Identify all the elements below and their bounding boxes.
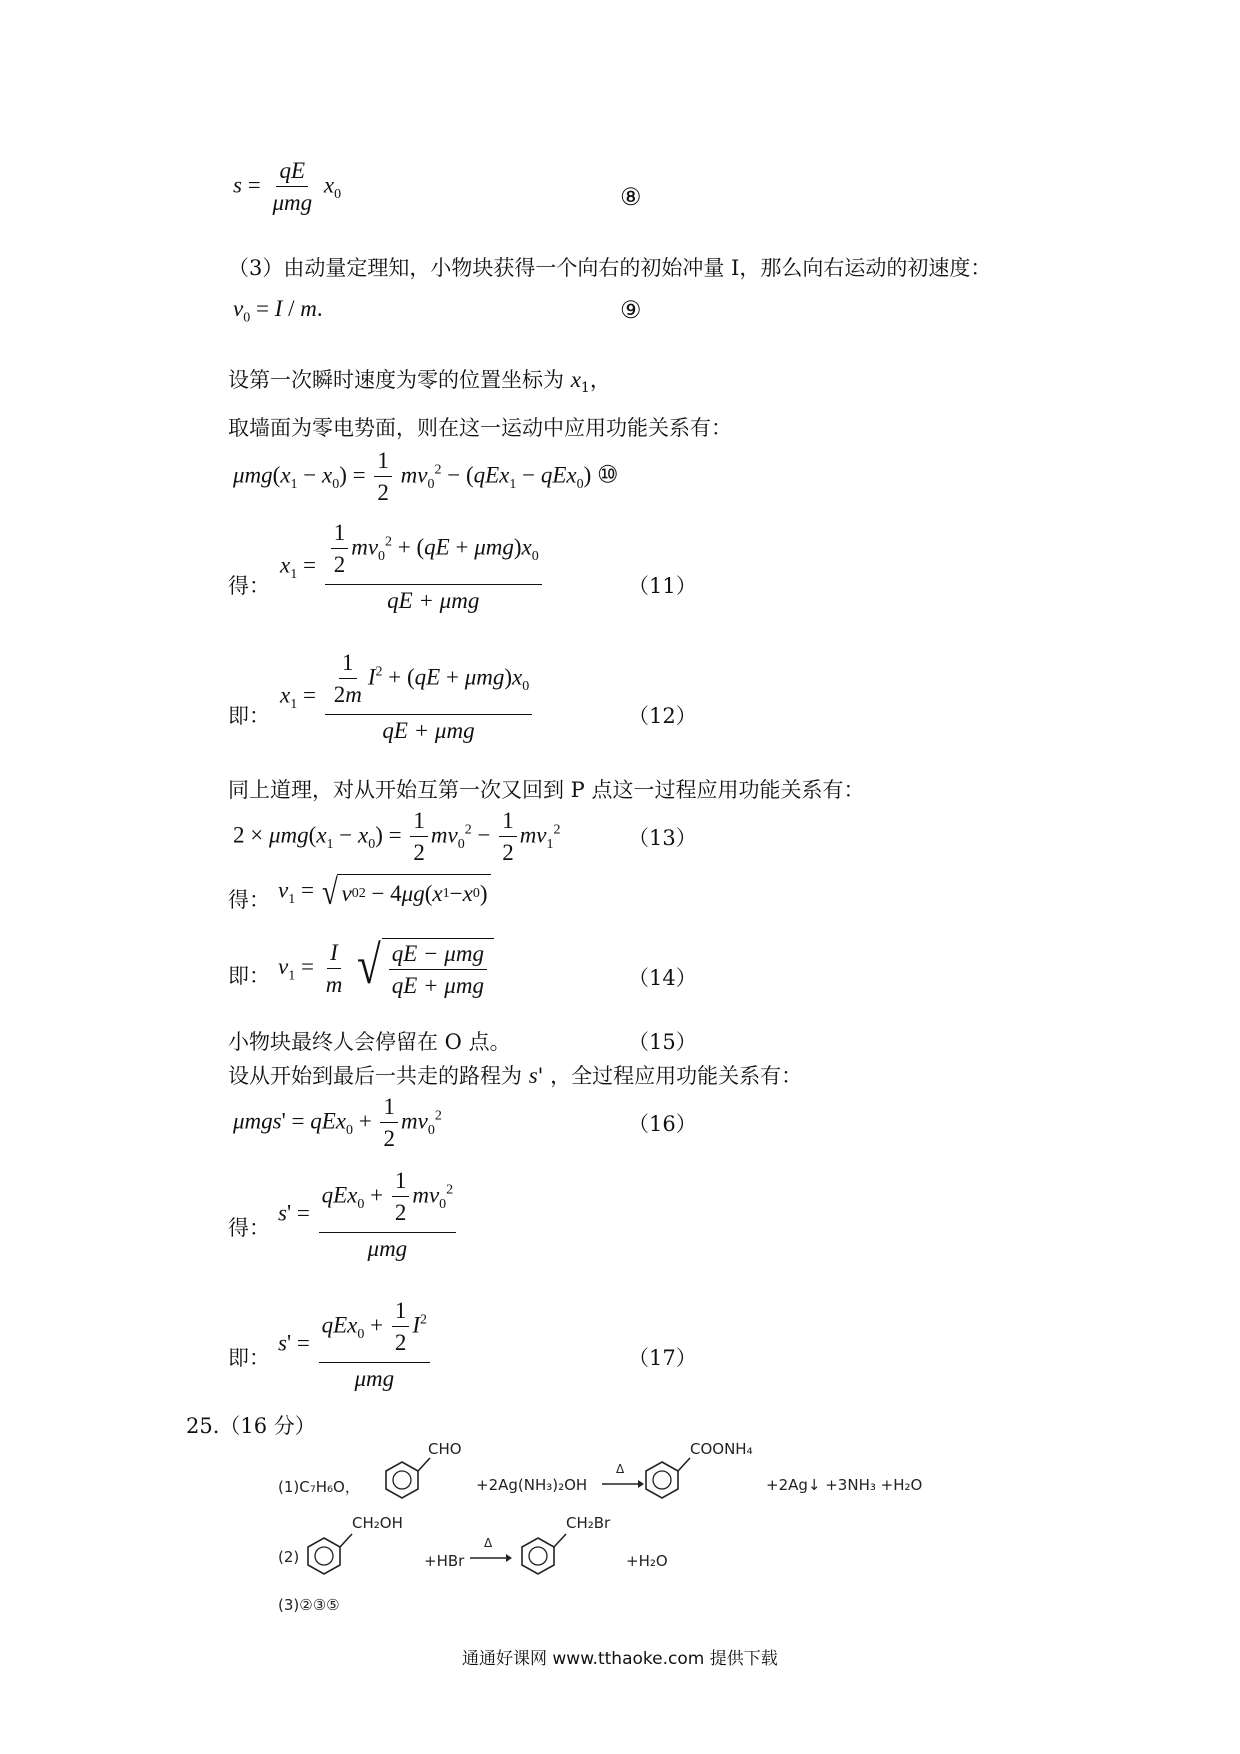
- page-footer: 通通好课网 www.tthaoke.com 提供下载: [462, 1649, 778, 1669]
- equation-13-tag: （13）: [628, 826, 697, 850]
- equation-17: s' = qEx$_0$ + $\frac{1}{2}$ $I^2$ μmg: [278, 1298, 433, 1392]
- cho-group: CHO: [428, 1440, 462, 1458]
- ch2oh-group: CH₂OH: [352, 1514, 403, 1532]
- equation-17-tag: （17）: [628, 1346, 697, 1370]
- equation-10: $\mu mg(x_1 - x_0)$ = $\frac{1}{2}$ $mv_0^2 - (qEx_1 - qEx_0)$ ⑩: [233, 448, 619, 505]
- v1-equation: $v_1$ = √ v 0 2 − 4 μg ( x 1 − x 0 ): [278, 874, 491, 910]
- equation-10-tag: ⑩: [597, 462, 619, 489]
- reagent-2: +HBr: [424, 1552, 465, 1570]
- equation-14-label: 即：: [228, 964, 270, 988]
- equation-11: $x_1$ = $\frac{1}{2}$ $mv_0^2 + (qE + \mu mg)x_0$ qE + μmg: [280, 520, 545, 614]
- equation-14-tag: （14）: [628, 966, 697, 990]
- equation-12-label: 即：: [228, 704, 270, 728]
- set-x1-label: 设第一次瞬时速度为零的位置坐标为: [228, 368, 564, 392]
- chem-line-3: (3)②③⑤: [278, 1596, 340, 1614]
- set-x1-text: 设第一次瞬时速度为零的位置坐标为 $x_1$，: [228, 367, 611, 397]
- equation-9-tag: ⑨: [620, 296, 642, 324]
- equation-9: $v_0 = I / m$.: [233, 296, 323, 326]
- equation-12-tag: （12）: [628, 704, 697, 728]
- wall-potential-text: 取墙面为零电势面，则在这一运动中应用功能关系有：: [228, 416, 732, 440]
- stay-text: 小物块最终人会停留在 O 点。: [228, 1030, 511, 1054]
- reaction-arrow-2-icon: [470, 1552, 512, 1564]
- s-prime-label: 得：: [228, 1216, 270, 1240]
- equation-11-tag: （11）: [628, 574, 697, 598]
- products-2: +H₂O: [626, 1552, 668, 1570]
- equation-8-tag: ⑧: [620, 183, 642, 211]
- equation-15-tag: （15）: [628, 1030, 697, 1054]
- arrow-2-delta: Δ: [484, 1536, 493, 1550]
- part-3-text: （3）由动量定理知，小物块获得一个向右的初始冲量 I，那么向右运动的初速度：: [228, 256, 992, 280]
- reagent-1: +2Ag(NH₃)₂OH: [476, 1476, 588, 1494]
- arrow-1-delta: Δ: [616, 1462, 625, 1476]
- total-path-label-b: ，全过程应用功能关系有：: [550, 1064, 803, 1088]
- equation-11-label: 得：: [228, 574, 270, 598]
- equation-16: μmgs' = qEx$_0$ + $\frac{1}{2}$ $mv_0^2$: [233, 1094, 442, 1151]
- question-25-header: 25.（16 分）: [186, 1414, 316, 1438]
- products-1: +2Ag↓ +3NH₃ +H₂O: [766, 1476, 923, 1494]
- same-reason-text: 同上道理，对从开始互第一次又回到 P 点这一过程应用功能关系有：: [228, 778, 865, 802]
- equation-14: $v_1$ = $\frac{I}{m}$ √ $\frac{\text{qE − μmg}}{\text{qE + μmg}}$: [278, 938, 494, 999]
- chem-line-2-prefix: (2): [278, 1548, 300, 1566]
- total-path-text: 设从开始到最后一共走的路程为 s' ，全过程应用功能关系有：: [228, 1063, 803, 1088]
- equation-12: $x_1$ = $\frac{1}{2m}$ $I^2 + (qE + \mu mg)x_0$ qE + μmg: [280, 650, 535, 744]
- v1-label: 得：: [228, 888, 270, 912]
- s-prime-equation: s' = qEx$_0$ + $\frac{1}{2}$ $mv_0^2$ μmg: [278, 1168, 459, 1262]
- equation-8: s = $\frac{qE}{\text{μmg}}$ $x_0$: [233, 158, 342, 215]
- ch2br-group: CH₂Br: [566, 1514, 611, 1532]
- equation-16-tag: （16）: [628, 1112, 697, 1136]
- coonh4-group: COONH₄: [690, 1440, 753, 1458]
- chem-line-1-prefix: (1)C₇H₆O，: [278, 1478, 360, 1496]
- total-path-label-a: 设从开始到最后一共走的路程为: [228, 1064, 522, 1088]
- equation-13: $2 \times \mu mg(x_1 - x_0)$ = $\frac{1}{2}$ $mv_0^2$ − $\frac{1}{2}$ $mv_1^2$: [233, 808, 561, 865]
- equation-17-label: 即：: [228, 1346, 270, 1370]
